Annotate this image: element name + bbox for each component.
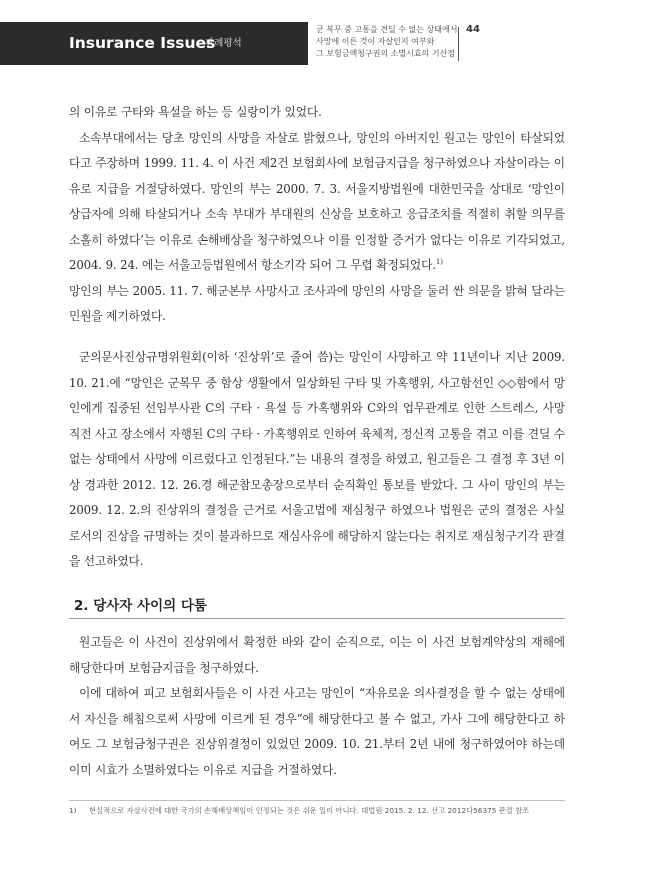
- footnote: [69, 806, 565, 816]
- section-divider: [69, 618, 565, 619]
- header-divider: [458, 27, 459, 61]
- section-label: 판례평석: [205, 38, 242, 49]
- paragraph-text: 소속부대에서는 당초 망인의 사망을 자살로 밝혔으나, 망인의 아버지인 원고는 망인이 타살되었다고 주장하며 1999. 11. 4. 이 사건 제2건 보험회사에 보험금지급을 청구하였으나 자살이라는 이유로 지급을 거절당하였다. 망인의 부는 2000. 7. 3. 서울지방법원에 대한민국을 상대로 ‘망인이 상급자에 의해 타살되거나 소속 부대가 부대원의 신상을 보호하고 응급조치를 적절히 취할 의무를 소홀히 하였다’는 이유로 손해배상을 청구하였으나 이를 인정할 증거가 없다는 이유로 기각되었고, 2004. 9. 24. 에는 서울고등법원에서 항소기각 되어 그 무렵 확정되었다.: [69, 130, 565, 272]
- paragraph: 이에 대하여 피고 보험회사들은 이 사건 사고는 망인이 “자유로운 의사결정을 할 수 없는 상태에서 자신을 해침으로써 사망에 이르게 된 경우”에 해당한다고 볼 수 없고, 가사 그에 해당한다고 하여도 그 보험금청구권은 진상위결정이 있었던 2009. 10. 21.부터 2년 내에 청구하였어야 하는데 이미 시효가 소멸하였다는 이유로 지급을 거절하였다.: [69, 686, 565, 777]
- header-bar: [0, 22, 308, 65]
- body-block-commission: [69, 345, 565, 575]
- page-number: 44: [466, 24, 480, 35]
- paragraph: 군의문사진상규명위원회(이하 ‘진상위’로 줄여 씀)는 망인이 사망하고 약 11년이나 지난 2009. 10. 21.에 “망인은 군복무 중 함상 생활에서 일상화된 구타 및 가혹행위, 사고함선인 ◇◇함에서 망인에게 집중된 선임부사관 C의 구타 · 욕설 등 가혹행위와 C와의 업무관계로 인한 스트레스, 사망 직전 사고 장소에서 자행된 C의 구타 · 가혹행위로 인하여 육체적, 정신적 고통을 겪고 이를 견딜 수 없는 상태에서 사망에 이르렀다고 인정된다.”는 내용의 결정을 하였고, 원고들은 그 결정 후 3년 이상 경과한 2012. 12. 26.경 해군참모총장으로부터 순직확인 통보를 받았다. 그 사이 망인의 부는 2009. 12. 2.의 진상위의 결정을 근거로 서울고법에 재심청구 하였으나 법원은 군의 결정은 사실로서의 진상을 규명하는 것이 불과하므로 재심사유에 해당하지 않는다는 취지로 재심청구기각 판결을 선고하였다.: [69, 350, 565, 568]
- section-heading: 2. 당사자 사이의 다툼: [74, 598, 207, 614]
- paragraph: 의 이유로 구타와 욕설을 하는 등 실랑이가 있었다.: [69, 105, 322, 119]
- body-block-dispute: [69, 630, 565, 783]
- body-block-facts: [69, 100, 565, 330]
- article-topic: [316, 24, 466, 60]
- journal-title: Insurance Issues: [69, 34, 216, 52]
- topic-line: 그 보험금액청구권의 소멸시효의 기산점: [316, 49, 456, 58]
- footnote-ref[interactable]: 1): [435, 258, 443, 266]
- topic-line: 군 복무 중 고통을 견딜 수 없는 상태에서: [316, 25, 458, 34]
- footnote-text: 현실적으로 자살사건에 대한 국가의 손해배상책임이 인정되는 것은 쉬운 일이 아니다. 대법원 2015. 2. 12. 선고 2012다56375 판결 참조: [89, 806, 530, 815]
- paragraph: 원고들은 이 사건이 진상위에서 확정한 바와 같이 순직으로, 이는 이 사건 보험계약상의 재해에 해당한다며 보험금지급을 청구하였다.: [69, 635, 565, 675]
- footnote-mark: 1): [69, 806, 77, 815]
- paragraph: 망인의 부는 2005. 11. 7. 해군본부 사망사고 조사과에 망인의 사망을 둘러 싼 의문을 밝혀 달라는 민원을 제기하였다.: [69, 283, 565, 323]
- paragraph: [69, 126, 565, 279]
- topic-line: 사망에 이른 것이 자살인지 여부와: [316, 37, 435, 46]
- footnote-divider: [69, 800, 565, 801]
